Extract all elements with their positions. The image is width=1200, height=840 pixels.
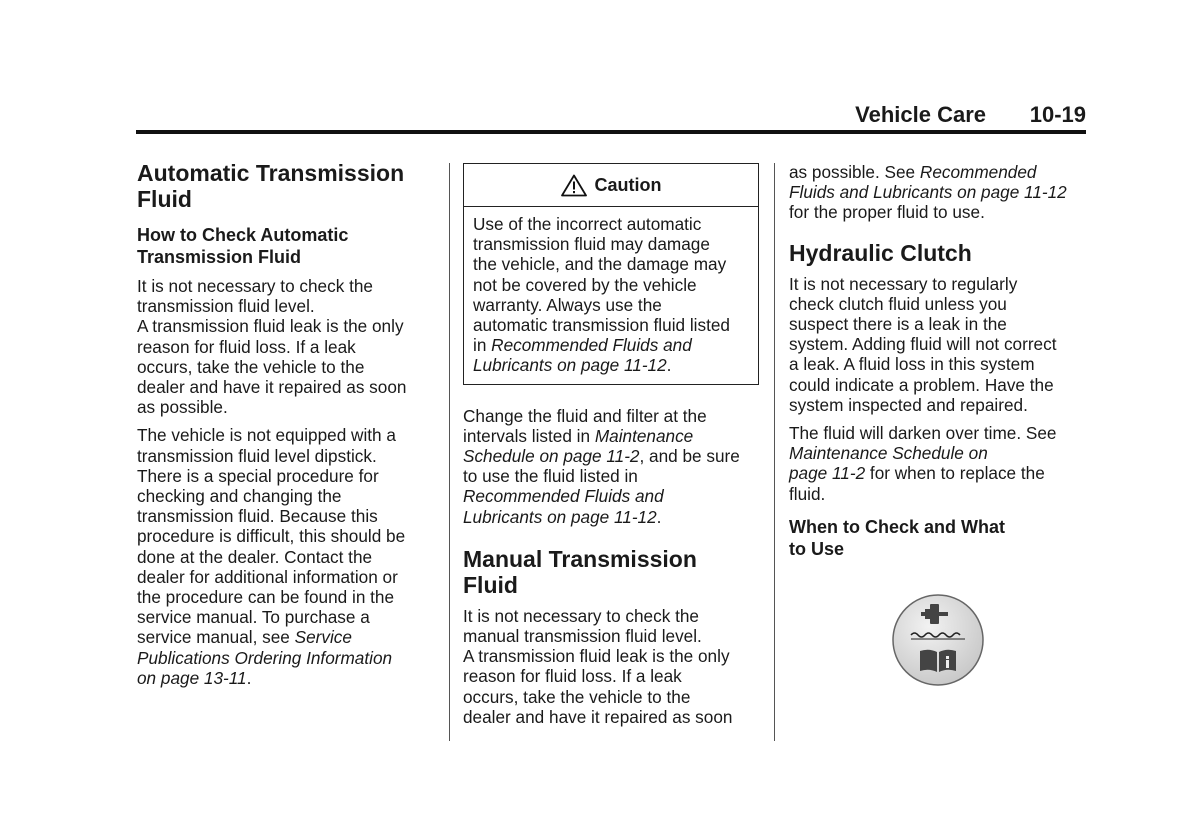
heading-manual-transmission-fluid: Manual Transmission Fluid <box>463 545 697 598</box>
link-recommended-fluids-2[interactable]: Recommended Fluids and <box>463 486 664 507</box>
link-maintenance-schedule-2[interactable]: Maintenance Schedule on <box>789 443 988 464</box>
warning-triangle-icon <box>561 174 587 197</box>
caution-header <box>464 164 758 207</box>
paragraph-check-level: It is not necessary to check the transmission fluid level. <box>137 276 373 317</box>
caution-title: Caution <box>594 174 662 195</box>
link-maintenance-schedule[interactable]: Maintenance <box>594 425 694 446</box>
paragraph-fluid-darken: The fluid will darken over time. See Maintenance Schedule on page 11-2 for when to replace the fluid. <box>789 423 1057 504</box>
paragraph-manual-check: It is not necessary to check the manual transmission fluid level. <box>463 605 702 647</box>
paragraph-leak: A transmission fluid leak is the only reason for fluid loss. If a leak occurs, take the vehicle to the dealer and have it repaired as soon as possible. <box>137 316 407 418</box>
heading-hydraulic-clutch: Hydraulic Clutch <box>789 239 972 266</box>
header-section-title: Vehicle Care <box>855 102 986 127</box>
heading-automatic-transmission-fluid: Automatic Transmission Fluid <box>137 160 405 212</box>
link-service-publications[interactable]: Service <box>294 627 352 648</box>
column-1 <box>137 160 437 688</box>
subheading-how-to-check: How to Check Automatic Transmission Fluid <box>137 225 349 267</box>
column-divider-2 <box>774 163 775 741</box>
column-2 <box>463 163 760 727</box>
header-page-number: 10-19 <box>1029 102 1086 127</box>
column-divider-1 <box>449 163 450 741</box>
caution-text: Use of the incorrect automatic transmission fluid may damage the vehicle, and the damage may not be covered by the vehicle warranty. Always use the automatic transmission fluid listed in Recommended Fluids and Lubricants on page 11-12. <box>473 214 730 376</box>
caution-box <box>463 163 759 385</box>
subheading-when-to-check: When to Check and What to Use <box>789 516 1005 559</box>
link-recommended-fluids[interactable]: Recommended Fluids and <box>491 335 692 356</box>
paragraph-manual-leak: A transmission fluid leak is the only reason for fluid loss. If a leak occurs, take the vehicle to the dealer and have it repaired as soon <box>463 646 733 727</box>
paragraph-change-fluid: Change the fluid and filter at the intervals listed in Maintenance Schedule on page 11-2, and be sure to use the fluid listed in Recommended Fluids and Lubricants on page 11-12. <box>463 405 740 527</box>
paragraph-continued: as possible. See Recommended Fluids and Lubricants on page 11-12 for the proper fluid to use. <box>789 162 1067 223</box>
paragraph-dipstick: The vehicle is not equipped with a transmission fluid level dipstick. There is a special procedure for checking and changing the transmission fluid. Because this procedure is difficult, this should be done at the dealer. Contact the dealer for additional information or the procedure can be found in the service manual. To purchase a service manual, see Service Publications Ordering Information on page 13-11. <box>137 425 406 688</box>
paragraph-clutch-fluid: It is not necessary to regularly check clutch fluid unless you suspect there is a leak in the system. Adding fluid will not correct a leak. A fluid loss in this system could indicate a problem. Have the system inspected and repaired. <box>789 273 1057 415</box>
link-recommended-fluids-3[interactable]: Recommended <box>919 162 1037 182</box>
column-3 <box>789 162 1089 560</box>
brake-clutch-fluid-manual-icon <box>891 593 985 687</box>
page-header <box>136 100 1086 134</box>
